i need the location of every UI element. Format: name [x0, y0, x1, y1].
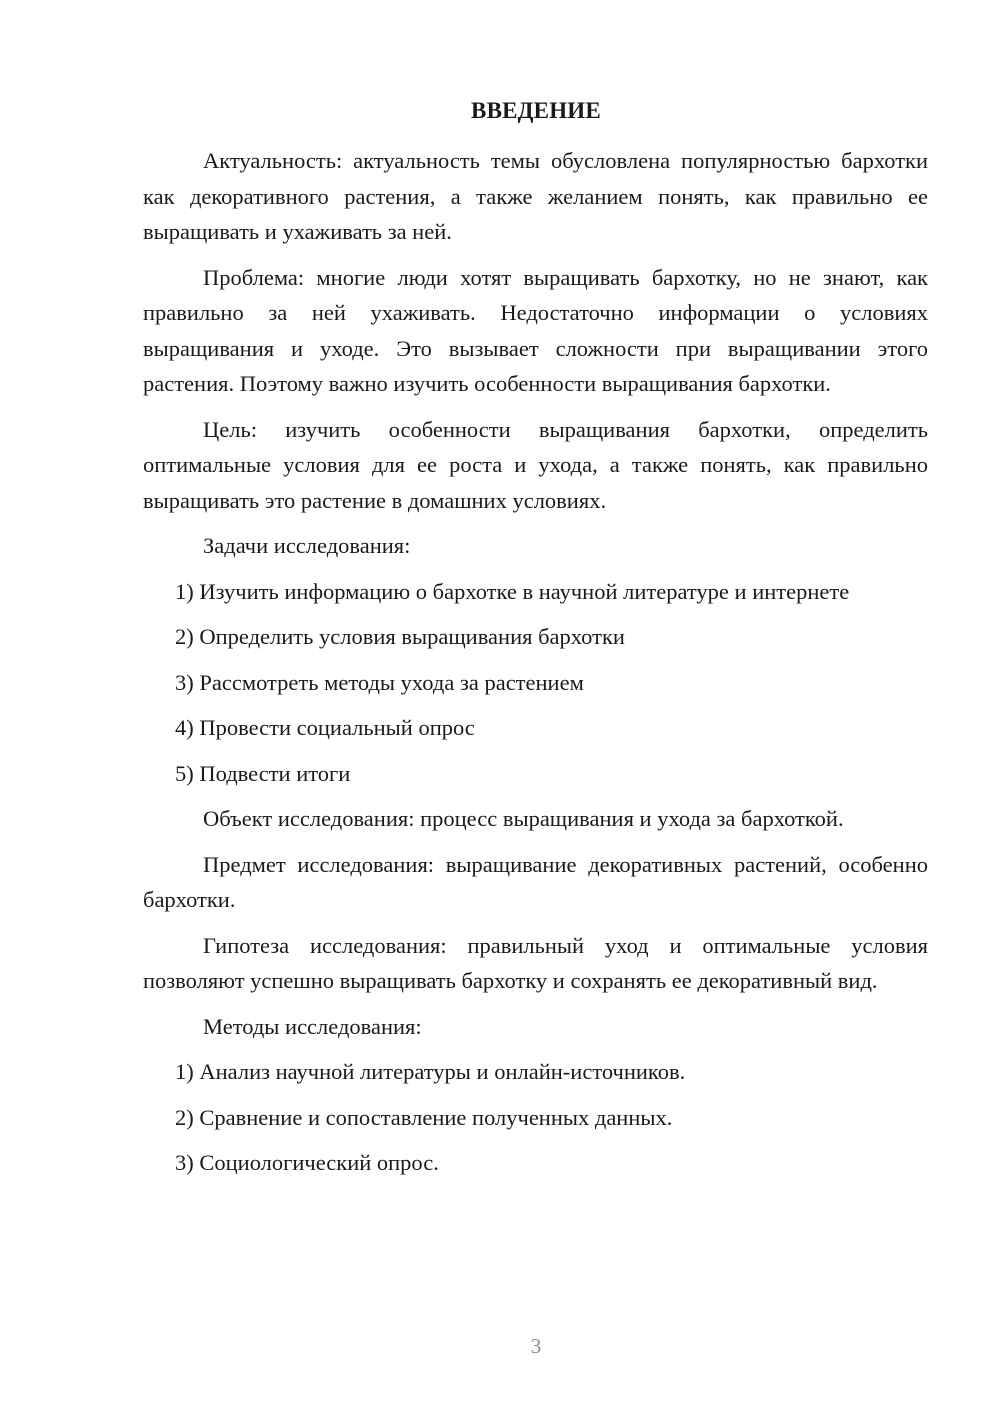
subject-paragraph: Предмет исследования: выращивание декоративных растений, особенно бархотки.	[143, 851, 928, 912]
relevance-paragraph: Актуальность: актуальность темы обусловлена популярностью бархотки как декоративного растения, а также желанием понять, как правильно ее выращивать и ухаживать за ней.	[143, 148, 928, 244]
page-number: 3	[530, 1334, 542, 1358]
hypothesis-paragraph: Гипотеза исследования: правильный уход и оптимальные условия позволяют успешно выращивать бархотку и сохранять ее декоративный вид.	[143, 932, 928, 993]
problem-paragraph: Проблема: многие люди хотят выращивать бархотку, но не знают, как правильно за ней ухаживать. Недостаточно информации о условиях выращивания и уходе. Это вызывает сложности при выращивании этого растения. Поэтому важно изучить особенности выращивания бархотки.	[143, 264, 928, 396]
list-item: 3) Социологический опрос.	[175, 1150, 439, 1175]
methods-list	[143, 1054, 928, 1181]
list-item: 2) Сравнение и сопоставление полученных данных.	[175, 1104, 673, 1130]
list-item: 1) Анализ научной литературы и онлайн-источников.	[175, 1059, 686, 1084]
object-paragraph: Объект исследования: процесс выращивания и ухода за бархоткой.	[203, 806, 844, 831]
list-item: 1) Изучить информацию о бархотке в научной литературе и интернете	[175, 578, 850, 604]
list-item: 3) Рассмотреть методы ухода за растением	[175, 669, 584, 695]
tasks-list	[143, 574, 928, 792]
list-item: 2) Определить условия выращивания бархотки	[175, 624, 625, 649]
goal-paragraph: Цель: изучить особенности выращивания бархотки, определить оптимальные условия для ее роста и ухода, а также понять, как правильно выращивать это растение в домашних условиях.	[143, 416, 928, 513]
list-item: 5) Подвести итоги	[175, 760, 351, 786]
methods-label: Методы исследования:	[203, 1013, 422, 1039]
tasks-label: Задачи исследования:	[203, 533, 411, 558]
section-title: ВВЕДЕНИЕ	[471, 98, 601, 123]
list-item: 4) Провести социальный опрос	[175, 715, 475, 740]
body-text	[143, 143, 928, 1191]
